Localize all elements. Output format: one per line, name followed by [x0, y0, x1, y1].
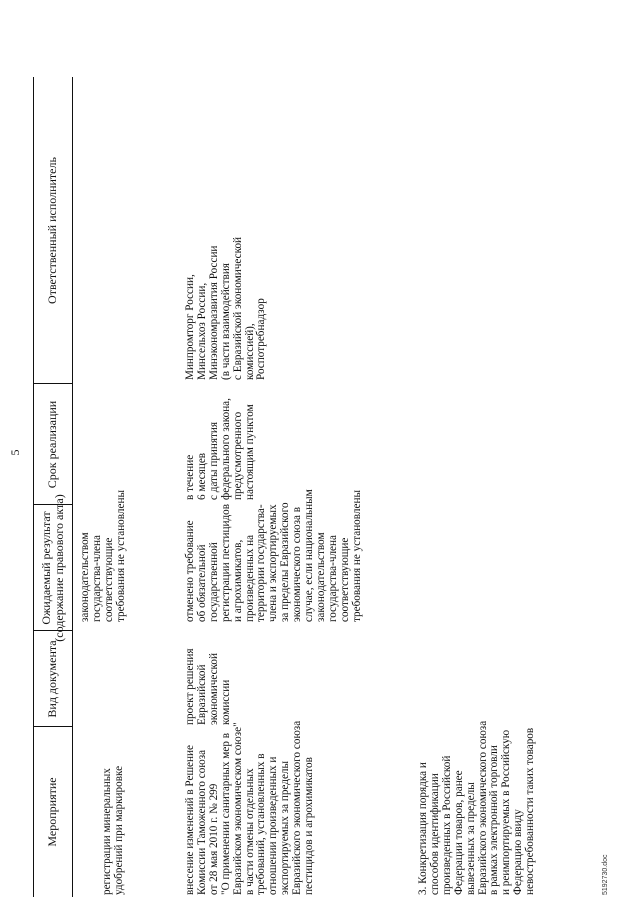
row2-deadline: в течение 6 месяцев с даты принятия федерального закона, предусмотренного настоящим пунктом [184, 398, 256, 500]
row3-event: 3. Конкретизация порядка и способов идентификации произведенных в Российской Федерации товаров, ранее вывезенных за пределы Евразийского экономического союза в рамках электронной торговли и реимпортируемых в Российскую Федерацию ввиду невостребованности таких товаров [417, 720, 537, 895]
row2-executor: Минпромторг России, Минсельхоз России, Минэкономразвития России (в части взаимодействия с Евразийской экономической комиссией), Роспотребнадзор [184, 236, 268, 380]
row1-result: законодательством государства-члена соответствующие требования не установлены [79, 490, 127, 622]
document-code: 5192730.doc [602, 854, 609, 895]
header-executor: Ответственный исполнитель [45, 157, 59, 304]
header-event: Мероприятие [45, 777, 59, 847]
row2-result: отменено требование об обязательной государственной регистрации пестицидов и агрохимикатов, произведенных на территории государства- члена и экспортируемых за пределы Евразийского экономического союза в случае, если национальным законодательством государства-члена соответствующие требования не установлены [184, 489, 363, 622]
page-number: 5 [8, 449, 22, 456]
header-result: Ожидаемый результат (содержание правового акта) [38, 494, 66, 642]
header-doc-type: Вид документа [45, 640, 59, 718]
row1-event: регистрации минеральных удобрений при маркировке [101, 765, 125, 895]
row2-event: внесение изменений в Решение Комиссии Таможенного союза от 28 мая 2010 г. № 299 "О применении санитарных мер в Евразийском экономическом союзе" в части отмены отдельных требований, установленных в отношении произведенных и экспортируемых за пределы Евразийского экономического союза пестицидов и агрохимикатов [184, 720, 316, 895]
header-deadline: Срок реализации [45, 400, 59, 489]
table-header-rule [72, 77, 73, 897]
row2-doc-type: проект решения Евразийской экономической комиссии [184, 648, 232, 725]
